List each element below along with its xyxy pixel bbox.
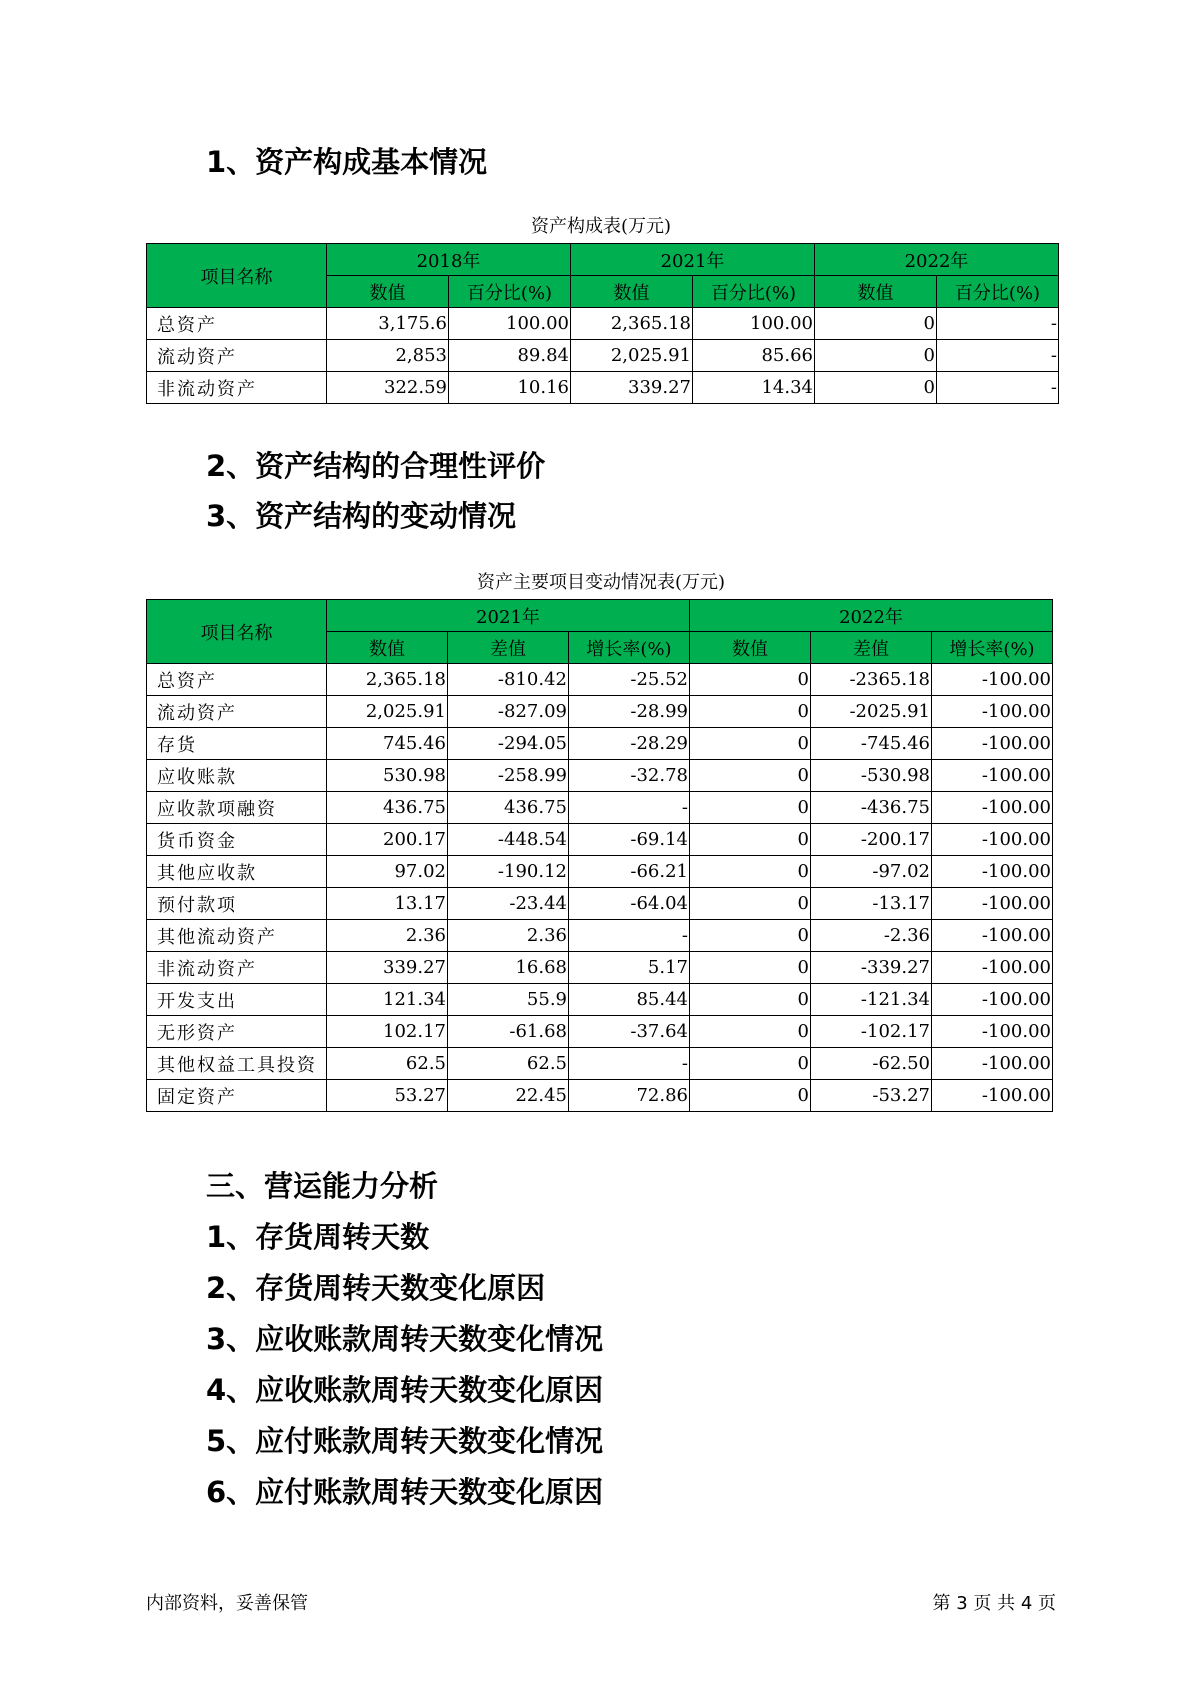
- table-cell: -100.00: [932, 664, 1053, 696]
- table-cell: 0: [690, 824, 811, 856]
- section-heading-receivable-turnover-reason: 4、应收账款周转天数变化原因: [206, 1373, 604, 1407]
- table-cell: -102.17: [811, 1016, 932, 1048]
- table-cell: -339.27: [811, 952, 932, 984]
- table-row: [147, 1080, 1053, 1112]
- table-cell: 53.27: [327, 1080, 448, 1112]
- table-cell: -530.98: [811, 760, 932, 792]
- row-item-name: 其他应收款: [147, 856, 327, 888]
- table-cell: 0: [690, 760, 811, 792]
- table-cell: -: [569, 920, 690, 952]
- table-cell: 3,175.6: [327, 308, 449, 340]
- table-cell: -2.36: [811, 920, 932, 952]
- table-cell: -: [937, 340, 1059, 372]
- row-item-name: 流动资产: [147, 340, 327, 372]
- value-header: 数值: [690, 632, 811, 664]
- row-item-name: 总资产: [147, 308, 327, 340]
- table-cell: 72.86: [569, 1080, 690, 1112]
- table-cell: -100.00: [932, 824, 1053, 856]
- table-cell: 85.44: [569, 984, 690, 1016]
- table-cell: 121.34: [327, 984, 448, 1016]
- growth-rate-header: 增长率(%): [569, 632, 690, 664]
- section-heading-payable-turnover: 5、应付账款周转天数变化情况: [206, 1424, 604, 1458]
- table-row: [147, 920, 1053, 952]
- item-name-header: 项目名称: [147, 244, 327, 308]
- table-cell: -448.54: [448, 824, 569, 856]
- year-header: 2022年: [815, 244, 1059, 276]
- year-header: 2022年: [690, 600, 1053, 632]
- table-header-row: [147, 600, 1053, 632]
- percent-header: 百分比(%): [937, 276, 1059, 308]
- table-cell: 0: [690, 920, 811, 952]
- section-heading-asset-composition: 1、资产构成基本情况: [206, 145, 488, 179]
- value-header: 数值: [327, 276, 449, 308]
- table-cell: 100.00: [449, 308, 571, 340]
- table-cell: -100.00: [932, 792, 1053, 824]
- section-heading-inventory-turnover: 1、存货周转天数: [206, 1220, 430, 1254]
- row-item-name: 存货: [147, 728, 327, 760]
- table-cell: 10.16: [449, 372, 571, 404]
- table-cell: -745.46: [811, 728, 932, 760]
- table-cell: 0: [815, 308, 937, 340]
- row-item-name: 无形资产: [147, 1016, 327, 1048]
- table-cell: -62.50: [811, 1048, 932, 1080]
- table-cell: -100.00: [932, 984, 1053, 1016]
- table-row: [147, 952, 1053, 984]
- section-heading-structure-evaluation: 2、资产结构的合理性评价: [206, 449, 546, 483]
- item-name-header: 项目名称: [147, 600, 327, 664]
- table-cell: 0: [815, 340, 937, 372]
- footer-page-number: 第 3 页 共 4 页: [932, 1593, 1056, 1614]
- table-cell: 339.27: [327, 952, 448, 984]
- year-header: 2018年: [327, 244, 571, 276]
- table-cell: -100.00: [932, 952, 1053, 984]
- percent-header: 百分比(%): [449, 276, 571, 308]
- table-row: [147, 760, 1053, 792]
- table-cell: 2.36: [327, 920, 448, 952]
- year-header: 2021年: [327, 600, 690, 632]
- table-row: [147, 308, 1059, 340]
- table-row: [147, 728, 1053, 760]
- table-cell: 436.75: [448, 792, 569, 824]
- table-row: [147, 372, 1059, 404]
- table-cell: -53.27: [811, 1080, 932, 1112]
- section-heading-structure-changes: 3、资产结构的变动情况: [206, 499, 517, 533]
- asset-composition-table: [146, 243, 1059, 404]
- table-cell: 55.9: [448, 984, 569, 1016]
- row-item-name: 其他流动资产: [147, 920, 327, 952]
- table-cell: -200.17: [811, 824, 932, 856]
- table1-caption: 资产构成表(万元): [530, 216, 672, 237]
- year-header: 2021年: [571, 244, 815, 276]
- table-cell: -: [937, 308, 1059, 340]
- table-cell: -100.00: [932, 696, 1053, 728]
- table-cell: 0: [690, 1080, 811, 1112]
- table-cell: -121.34: [811, 984, 932, 1016]
- asset-change-table: [146, 599, 1053, 1112]
- row-item-name: 应收款项融资: [147, 792, 327, 824]
- table-cell: -100.00: [932, 856, 1053, 888]
- table-cell: -294.05: [448, 728, 569, 760]
- table-cell: 322.59: [327, 372, 449, 404]
- table-cell: 100.00: [693, 308, 815, 340]
- table-cell: 0: [690, 984, 811, 1016]
- table-cell: 0: [690, 728, 811, 760]
- table-cell: -100.00: [932, 888, 1053, 920]
- row-item-name: 预付款项: [147, 888, 327, 920]
- table-cell: -28.99: [569, 696, 690, 728]
- table-cell: -64.04: [569, 888, 690, 920]
- row-item-name: 货币资金: [147, 824, 327, 856]
- table-row: [147, 664, 1053, 696]
- row-item-name: 应收账款: [147, 760, 327, 792]
- row-item-name: 固定资产: [147, 1080, 327, 1112]
- table-cell: 745.46: [327, 728, 448, 760]
- table-row: [147, 696, 1053, 728]
- table-cell: 0: [690, 888, 811, 920]
- row-item-name: 总资产: [147, 664, 327, 696]
- table-cell: 530.98: [327, 760, 448, 792]
- table2-caption: 资产主要项目变动情况表(万元): [476, 572, 726, 593]
- table-row: [147, 824, 1053, 856]
- table-cell: 85.66: [693, 340, 815, 372]
- value-header: 数值: [815, 276, 937, 308]
- growth-rate-header: 增长率(%): [932, 632, 1053, 664]
- row-item-name: 非流动资产: [147, 372, 327, 404]
- table-cell: -190.12: [448, 856, 569, 888]
- table-cell: 62.5: [327, 1048, 448, 1080]
- table-cell: 0: [690, 696, 811, 728]
- table-cell: -2025.91: [811, 696, 932, 728]
- table-row: [147, 1016, 1053, 1048]
- table-row: [147, 984, 1053, 1016]
- row-item-name: 非流动资产: [147, 952, 327, 984]
- section-heading-receivable-turnover: 3、应收账款周转天数变化情况: [206, 1322, 604, 1356]
- table-cell: 0: [815, 372, 937, 404]
- table-cell: 16.68: [448, 952, 569, 984]
- section-heading-inventory-turnover-reason: 2、存货周转天数变化原因: [206, 1271, 546, 1305]
- table-cell: -827.09: [448, 696, 569, 728]
- table-cell: 2,025.91: [571, 340, 693, 372]
- table-cell: 62.5: [448, 1048, 569, 1080]
- table-cell: 0: [690, 1048, 811, 1080]
- table-cell: 436.75: [327, 792, 448, 824]
- table-row: [147, 792, 1053, 824]
- table-cell: 89.84: [449, 340, 571, 372]
- table-cell: 13.17: [327, 888, 448, 920]
- table-cell: -: [937, 372, 1059, 404]
- table-cell: -810.42: [448, 664, 569, 696]
- value-header: 数值: [327, 632, 448, 664]
- table-header-row: [147, 244, 1059, 276]
- percent-header: 百分比(%): [693, 276, 815, 308]
- section-heading-operating-capability: 三、营运能力分析: [206, 1169, 439, 1203]
- row-item-name: 开发支出: [147, 984, 327, 1016]
- table-cell: -100.00: [932, 760, 1053, 792]
- table-cell: 2,853: [327, 340, 449, 372]
- table-cell: 2,365.18: [571, 308, 693, 340]
- table-cell: -32.78: [569, 760, 690, 792]
- table-cell: 0: [690, 856, 811, 888]
- table-cell: 97.02: [327, 856, 448, 888]
- table-cell: 339.27: [571, 372, 693, 404]
- table-cell: 2,025.91: [327, 696, 448, 728]
- table-cell: -100.00: [932, 728, 1053, 760]
- table-cell: -436.75: [811, 792, 932, 824]
- table-cell: 2,365.18: [327, 664, 448, 696]
- table-cell: 0: [690, 1016, 811, 1048]
- table-cell: -37.64: [569, 1016, 690, 1048]
- table-cell: -25.52: [569, 664, 690, 696]
- table-cell: -69.14: [569, 824, 690, 856]
- table-cell: 2.36: [448, 920, 569, 952]
- value-header: 数值: [571, 276, 693, 308]
- table-cell: -23.44: [448, 888, 569, 920]
- table-cell: -2365.18: [811, 664, 932, 696]
- table-row: [147, 888, 1053, 920]
- table-cell: 0: [690, 664, 811, 696]
- table-cell: 0: [690, 792, 811, 824]
- table-cell: 5.17: [569, 952, 690, 984]
- table-row: [147, 1048, 1053, 1080]
- difference-header: 差值: [811, 632, 932, 664]
- table-cell: -100.00: [932, 920, 1053, 952]
- table-cell: 14.34: [693, 372, 815, 404]
- table-cell: 22.45: [448, 1080, 569, 1112]
- section-heading-payable-turnover-reason: 6、应付账款周转天数变化原因: [206, 1475, 604, 1509]
- table-cell: -100.00: [932, 1080, 1053, 1112]
- table-cell: -28.29: [569, 728, 690, 760]
- table-row: [147, 856, 1053, 888]
- table-cell: -100.00: [932, 1016, 1053, 1048]
- table-cell: -: [569, 792, 690, 824]
- footer-confidential-note: 内部资料，妥善保管: [146, 1593, 308, 1614]
- row-item-name: 其他权益工具投资: [147, 1048, 327, 1080]
- table-cell: 0: [690, 952, 811, 984]
- table-cell: -: [569, 1048, 690, 1080]
- row-item-name: 流动资产: [147, 696, 327, 728]
- table-cell: -100.00: [932, 1048, 1053, 1080]
- table-cell: -66.21: [569, 856, 690, 888]
- table-cell: -258.99: [448, 760, 569, 792]
- table-cell: 102.17: [327, 1016, 448, 1048]
- table-row: [147, 340, 1059, 372]
- difference-header: 差值: [448, 632, 569, 664]
- table-cell: 200.17: [327, 824, 448, 856]
- table-cell: -97.02: [811, 856, 932, 888]
- table-cell: -61.68: [448, 1016, 569, 1048]
- table-cell: -13.17: [811, 888, 932, 920]
